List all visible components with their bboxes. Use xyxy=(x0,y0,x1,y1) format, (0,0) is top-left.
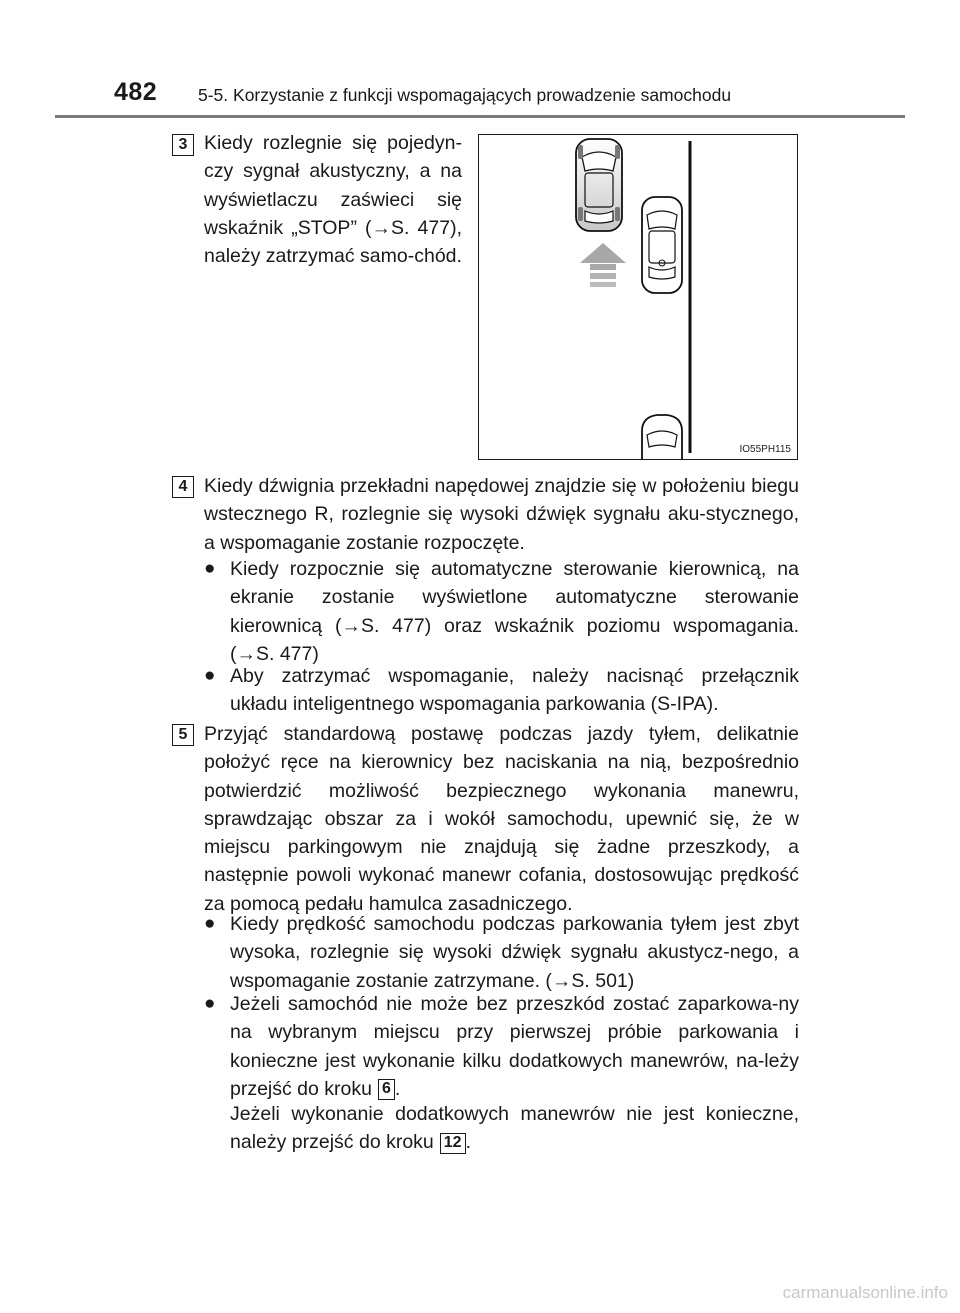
step-5-note xyxy=(230,1100,799,1157)
period: . xyxy=(465,1131,471,1154)
parked-car xyxy=(642,197,682,293)
bullet-icon: ● xyxy=(204,558,216,579)
step-number-3: 3 xyxy=(172,134,194,156)
page-number: 482 xyxy=(114,78,158,106)
period: . xyxy=(394,1077,401,1100)
step-number-5: 5 xyxy=(172,724,194,746)
step-4-bullet-2: Aby zatrzymać wspomaganie, należy nacisnąć przełącznik układu inteligentnego wspomagania parkowania (S-IPA). xyxy=(230,665,799,716)
step-5-bullet-2-text: Jeżeli samochód nie może bez przeszkód zostać zaparkowa-ny na wybranym miejscu przy pierwszej próbie parkowania i konieczne jest wykonanie kilku dodatkowych manewrów, na-leży przejść do kroku xyxy=(230,993,799,1100)
header-divider xyxy=(55,115,905,118)
step-ref-6: 6 xyxy=(378,1079,395,1100)
parking-illustration xyxy=(478,134,798,460)
step-number-4: 4 xyxy=(172,476,194,498)
bullet-icon: ● xyxy=(204,993,216,1014)
page-header xyxy=(0,0,960,120)
figure-code: IO55PH115 xyxy=(739,444,791,455)
step-5-note-text: Jeżeli wykonanie dodatkowych manewrów nie jest konieczne, należy przejść do kroku xyxy=(230,1103,799,1154)
parked-car-rear xyxy=(642,415,682,459)
direction-arrow-icon xyxy=(580,243,626,287)
bullet-icon: ● xyxy=(204,913,216,934)
moving-car xyxy=(576,139,622,231)
step-5-bullet-2 xyxy=(230,990,799,1103)
step-ref-12: 12 xyxy=(440,1133,466,1154)
step-4-bullet-1: Kiedy rozpocznie się automatyczne sterowanie kierownicą, na ekranie zostanie wyświetlone automatyczne sterowanie kierownicą (→S. 477) oraz wskaźnik poziomu wspomagania. (→S. 477) xyxy=(230,558,799,665)
bullet-icon: ● xyxy=(204,665,216,686)
watermark: carmanualsonline.info xyxy=(782,1283,948,1302)
step-5-bullet-1: Kiedy prędkość samochodu podczas parkowania tyłem jest zbyt wysoka, rozlegnie się wysoki dźwięk sygnału akustycz-nego, a wspomaganie zostanie zatrzymane. (→S. 501) xyxy=(230,913,799,992)
section-title: 5-5. Korzystanie z funkcji wspomagających prowadzenie samochodu xyxy=(198,85,732,105)
step-3-text: Kiedy rozlegnie się pojedyn-czy sygnał akustyczny, a na wyświetlaczu zaświeci się wskaźnik „STOP” (→S. 477), należy zatrzymać samo-chód. xyxy=(204,132,462,268)
step-5-text: Przyjąć standardową postawę podczas jazdy tyłem, delikatnie położyć ręce na kierownicy bez naciskania na nią, bezpośrednio potwierdzić możliwość bezpiecznego wykonania manewru, sprawdzając obszar za i wokół samochodu, upewnić się, że w miejscu parkingowym nie znajdują się żadne przeszkody, a następnie powoli wykonać manewr cofania, dostosowując prędkość za pomocą pedału hamulca zasadniczego. xyxy=(204,723,799,915)
step-4-text: Kiedy dźwignia przekładni napędowej znajdzie się w położeniu biegu wstecznego R, rozlegnie się wysoki dźwięk sygnału aku-stycznego, a wspomaganie zostanie rozpoczęte. xyxy=(204,475,799,554)
parking-diagram xyxy=(479,135,797,459)
